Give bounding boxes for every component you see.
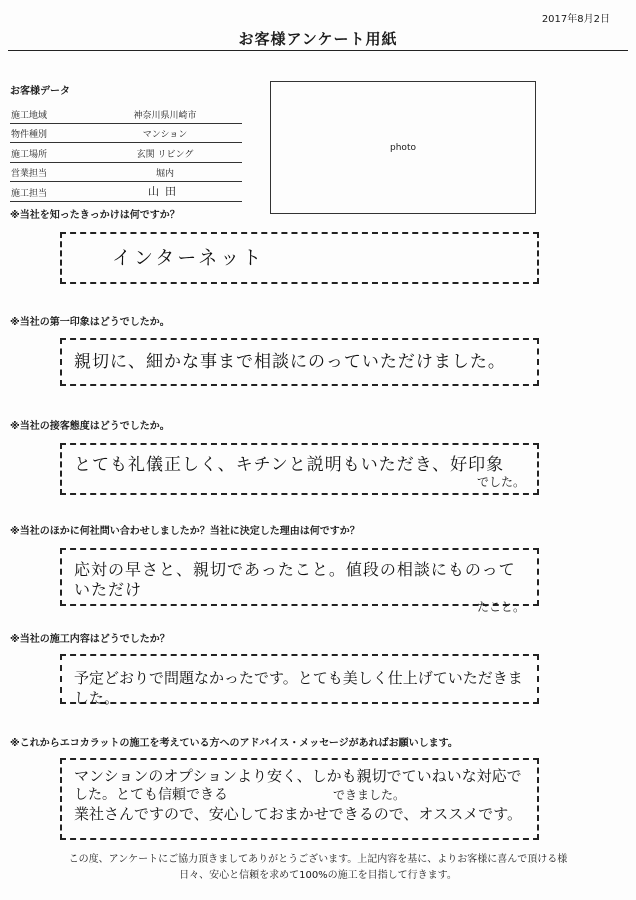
answer-box-2 [60, 338, 539, 386]
answer-6-line-2b: できました。 [332, 788, 405, 802]
answer-6-line-2 [74, 786, 525, 804]
question-4: ※当社のほかに何社問い合わせしましたか？当社に決定した理由は何ですか？ [10, 526, 360, 537]
answer-5-text: 予定どおりで問題なかったです。とても美しく仕上げていただきました。 [74, 669, 523, 707]
answer-box-6 [60, 758, 539, 840]
question-3: ※当社の接客態度はどうでしたか。 [10, 421, 170, 432]
data-row-sales-rep [10, 163, 242, 183]
data-value: 神奈川県川崎市 [133, 110, 197, 121]
data-label: 施工地域 [11, 110, 48, 121]
question-5: ※当社の施工内容はどうでしたか？ [10, 634, 170, 645]
answer-box-4 [60, 548, 539, 614]
answer-1-text: インターネット [112, 247, 265, 269]
data-value: マンション [142, 130, 188, 140]
data-row-location [10, 143, 242, 163]
survey-date: 2017年8月2日 [541, 14, 610, 25]
data-row-installer [10, 182, 242, 202]
data-value-handwritten: 山田 [148, 184, 182, 198]
data-value: 玄関 リビング [136, 149, 194, 160]
question-1: ※当社を知ったきっかけは何ですか？ [10, 210, 180, 221]
answer-3-text: とても礼儀正しく、キチンと説明もいただき、好印象 [74, 455, 505, 475]
question-6: ※これからエコカラットの施工を考えている方へのアドバイス・メッセージがあればお願いします。 [10, 738, 458, 749]
page-title: お客様アンケート用紙 [238, 30, 398, 48]
data-value: 堀内 [155, 169, 174, 179]
photo-placeholder [270, 81, 536, 214]
data-label: 物件種別 [11, 130, 48, 140]
answer-6-line-1: マンションのオプションより安く、しかも親切でていねいな対応で [74, 767, 522, 785]
customer-data-heading: お客様データ [10, 86, 70, 97]
answer-6-line-2a: した。とても信頼できる [74, 787, 228, 803]
data-label: 施工担当 [11, 188, 48, 199]
data-label: 営業担当 [11, 169, 48, 179]
answer-6-line-3: 業社さんですので、安心しておまかせできるので、オススメです。 [74, 805, 523, 823]
answer-4-continuation: たこと。 [476, 600, 525, 614]
footer-line-2: 日々、安心と信頼を求めて100%の施工を目指して行きます。 [179, 870, 457, 881]
answer-4-text: 応対の早さと、親切であったこと。値段の相談にものっていただけ [74, 560, 516, 599]
answer-3-continuation: でした。 [476, 475, 525, 489]
data-row-area [10, 104, 242, 124]
answer-box-5 [60, 654, 539, 707]
data-row-property-type [10, 124, 242, 144]
question-2: ※当社の第一印象はどうでしたか。 [10, 317, 170, 328]
data-label: 施工場所 [11, 149, 48, 160]
answer-2-text: 親切に、細かな事まで相談にのっていただけました。 [74, 352, 506, 372]
answer-box-1 [60, 232, 539, 284]
footer-line-1: この度、アンケートにご協力頂きましてありがとうございます。上記内容を基に、よりお客様に喜んで頂ける様 [68, 854, 568, 865]
customer-data-table [10, 104, 242, 202]
photo-label: photo [390, 142, 416, 153]
title-divider [8, 50, 628, 51]
answer-box-3 [60, 443, 539, 495]
